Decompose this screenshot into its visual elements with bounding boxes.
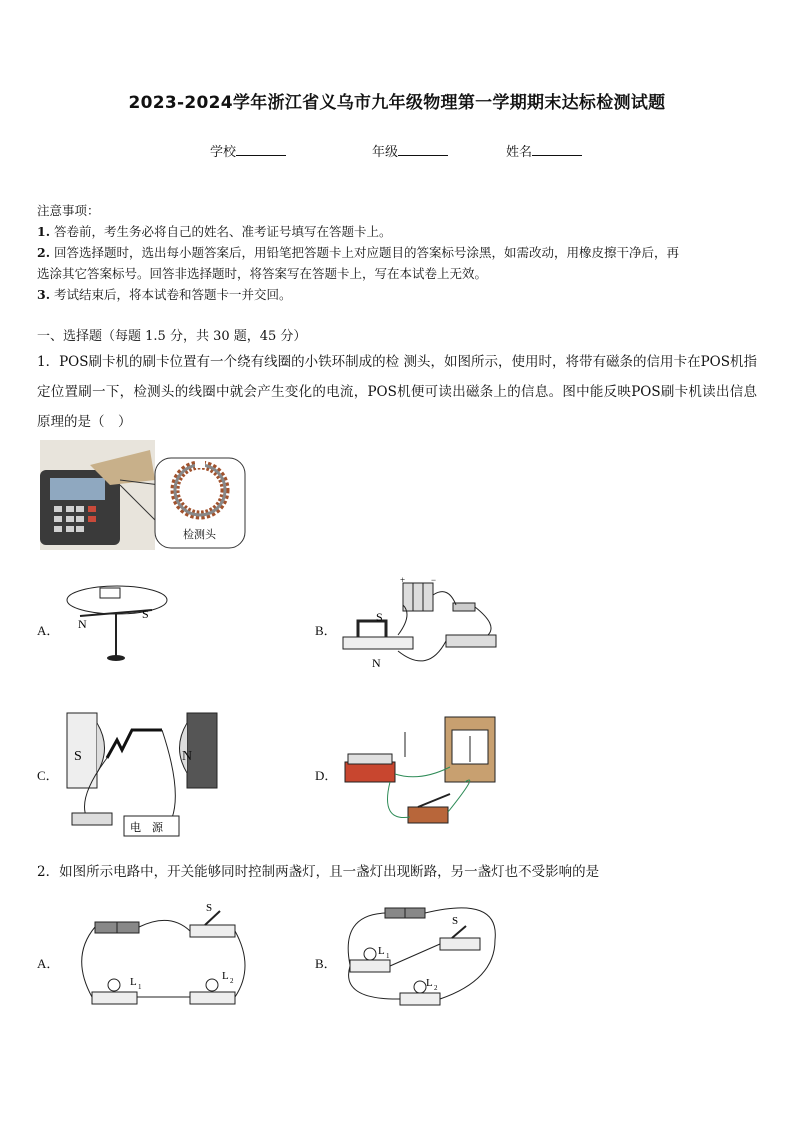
svg-text:L: L (130, 976, 137, 988)
svg-text:L: L (426, 977, 433, 989)
question-1-text: 1．POS刷卡机的刷卡位置有一个绕有线圈的小铁环制成的检 测头，如图所示，使用时，将带有磁条的信用卡在POS机指定位置刷一下，检测头的线圈中就会产生变化的电流，POS机便可读出磁条上的信息。图中能反映POS刷卡机读出信息原理的是（ ） (37, 354, 757, 430)
svg-text:2: 2 (434, 984, 438, 992)
detector-caption: 检测头 (183, 529, 216, 541)
svg-text:N: N (182, 749, 193, 764)
svg-text:1: 1 (138, 983, 142, 991)
svg-text:1: 1 (386, 952, 390, 960)
svg-text:S: S (452, 915, 459, 927)
svg-text:S: S (142, 607, 149, 621)
q2-option-a: A． (37, 956, 60, 971)
page-title: 2023-2024学年浙江省义乌市九年级物理第一学期期末达标检测试题 (128, 93, 666, 113)
name-field: 姓名 (506, 141, 582, 160)
svg-text:S: S (74, 749, 82, 764)
note-item: 1. 答卷前，考生务必将自己的姓名、准考证号填写在答题卡上。 (37, 224, 392, 239)
q1-option-c: C． (37, 768, 59, 783)
q2-option-a-figure (70, 897, 250, 1015)
svg-text:+: + (400, 575, 406, 585)
q1-option-c-figure (62, 708, 222, 840)
svg-text:L: L (378, 945, 385, 957)
svg-text:S: S (376, 610, 383, 624)
q1-option-a: A． (37, 623, 60, 638)
q2-option-b-figure (340, 900, 502, 1015)
q1-option-d-figure (340, 712, 505, 832)
svg-text:S: S (206, 902, 213, 914)
section-heading: 一、选择题（每题 1.5 分，共 30 题，45 分） (37, 329, 307, 344)
svg-text:−: − (431, 575, 437, 585)
q1-option-d: D． (315, 768, 338, 783)
q1-option-b: B． (315, 623, 337, 638)
grade-field: 年级 (372, 141, 448, 160)
q2-option-b: B． (315, 956, 337, 971)
question-2-text: 2．如图所示电路中，开关能够同时控制两盏灯，且一盏灯出现断路，另一盏灯也不受影响的是 (37, 864, 600, 880)
q1-option-a-figure (62, 578, 182, 668)
note-item: 3. 考试结束后，将本试卷和答题卡一并交回。 (37, 287, 292, 302)
svg-text:2: 2 (230, 977, 234, 985)
svg-text:N: N (78, 617, 87, 631)
svg-text:N: N (372, 656, 381, 670)
svg-text:L: L (222, 970, 229, 982)
pos-figure (40, 440, 250, 552)
power-source-label: 电 源 (130, 822, 163, 834)
school-field: 学校 (210, 141, 286, 160)
note-item: 2. 回答选择题时，选出每小题答案后，用铅笔把答题卡上对应题目的答案标号涂黑，如需改动，用橡皮擦干净后，再 (37, 245, 680, 260)
note-item: 选涂其它答案标号。回答非选择题时，将答案写在答题卡上，写在本试卷上无效。 (37, 266, 488, 281)
notes-heading: 注意事项： (37, 203, 100, 218)
q1-option-b-figure (338, 575, 508, 675)
